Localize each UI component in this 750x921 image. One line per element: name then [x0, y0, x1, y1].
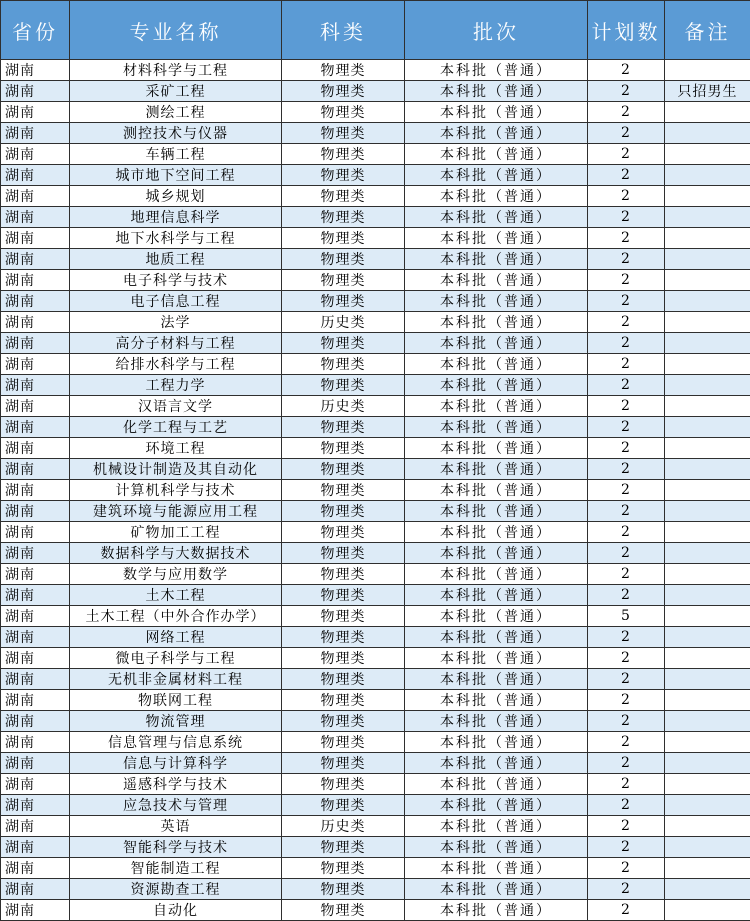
cell-batch: 本科批（普通） — [405, 858, 588, 879]
cell-batch: 本科批（普通） — [405, 417, 588, 438]
cell-plan-count: 2 — [588, 186, 665, 207]
table-row — [1, 396, 750, 417]
cell-remarks — [665, 585, 750, 606]
table-row — [1, 879, 750, 900]
table-row — [1, 753, 750, 774]
cell-province: 湖南 — [1, 627, 70, 648]
cell-batch: 本科批（普通） — [405, 354, 588, 375]
cell-province: 湖南 — [1, 165, 70, 186]
cell-major-name: 法学 — [70, 312, 282, 333]
cell-plan-count: 2 — [588, 753, 665, 774]
cell-remarks — [665, 123, 750, 144]
header-batch: 批次 — [405, 1, 588, 60]
cell-major-name: 环境工程 — [70, 438, 282, 459]
cell-remarks — [665, 543, 750, 564]
cell-plan-count: 2 — [588, 732, 665, 753]
cell-remarks — [665, 228, 750, 249]
table-row — [1, 690, 750, 711]
cell-remarks — [665, 207, 750, 228]
header-plan-count: 计划数 — [588, 1, 665, 60]
cell-plan-count: 2 — [588, 711, 665, 732]
table-row — [1, 837, 750, 858]
table-row — [1, 165, 750, 186]
cell-province: 湖南 — [1, 522, 70, 543]
cell-plan-count: 2 — [588, 837, 665, 858]
cell-plan-count: 2 — [588, 522, 665, 543]
cell-major-name: 采矿工程 — [70, 81, 282, 102]
cell-subject-category: 物理类 — [282, 417, 405, 438]
cell-batch: 本科批（普通） — [405, 207, 588, 228]
cell-province: 湖南 — [1, 606, 70, 627]
cell-plan-count: 2 — [588, 333, 665, 354]
cell-major-name: 工程力学 — [70, 375, 282, 396]
table-row — [1, 627, 750, 648]
cell-subject-category: 物理类 — [282, 606, 405, 627]
cell-subject-category: 物理类 — [282, 102, 405, 123]
table-row — [1, 732, 750, 753]
cell-remarks — [665, 690, 750, 711]
cell-major-name: 建筑环境与能源应用工程 — [70, 501, 282, 522]
cell-major-name: 测绘工程 — [70, 102, 282, 123]
cell-remarks — [665, 417, 750, 438]
cell-remarks — [665, 60, 750, 81]
table-row — [1, 333, 750, 354]
cell-batch: 本科批（普通） — [405, 669, 588, 690]
cell-plan-count: 2 — [588, 501, 665, 522]
table-row — [1, 144, 750, 165]
cell-major-name: 智能制造工程 — [70, 858, 282, 879]
cell-province: 湖南 — [1, 459, 70, 480]
table-row — [1, 102, 750, 123]
cell-remarks — [665, 375, 750, 396]
cell-remarks — [665, 774, 750, 795]
table-row — [1, 312, 750, 333]
cell-province: 湖南 — [1, 228, 70, 249]
cell-province: 湖南 — [1, 123, 70, 144]
cell-batch: 本科批（普通） — [405, 228, 588, 249]
cell-batch: 本科批（普通） — [405, 102, 588, 123]
cell-remarks — [665, 753, 750, 774]
table-row — [1, 669, 750, 690]
cell-province: 湖南 — [1, 669, 70, 690]
cell-plan-count: 2 — [588, 81, 665, 102]
cell-remarks — [665, 879, 750, 900]
cell-province: 湖南 — [1, 795, 70, 816]
table-row — [1, 564, 750, 585]
table-row — [1, 522, 750, 543]
cell-batch: 本科批（普通） — [405, 123, 588, 144]
cell-plan-count: 2 — [588, 795, 665, 816]
cell-plan-count: 2 — [588, 459, 665, 480]
cell-major-name: 车辆工程 — [70, 144, 282, 165]
cell-subject-category: 物理类 — [282, 375, 405, 396]
cell-subject-category: 物理类 — [282, 333, 405, 354]
table-row — [1, 438, 750, 459]
cell-batch: 本科批（普通） — [405, 690, 588, 711]
cell-province: 湖南 — [1, 480, 70, 501]
cell-major-name: 物流管理 — [70, 711, 282, 732]
cell-province: 湖南 — [1, 207, 70, 228]
cell-batch: 本科批（普通） — [405, 795, 588, 816]
cell-major-name: 数据科学与大数据技术 — [70, 543, 282, 564]
cell-major-name: 地质工程 — [70, 249, 282, 270]
cell-major-name: 给排水科学与工程 — [70, 354, 282, 375]
cell-province: 湖南 — [1, 816, 70, 837]
cell-plan-count: 2 — [588, 627, 665, 648]
cell-batch: 本科批（普通） — [405, 585, 588, 606]
cell-batch: 本科批（普通） — [405, 312, 588, 333]
table-row — [1, 249, 750, 270]
cell-major-name: 土木工程 — [70, 585, 282, 606]
cell-plan-count: 2 — [588, 165, 665, 186]
cell-plan-count: 2 — [588, 858, 665, 879]
cell-remarks — [665, 438, 750, 459]
header-row — [1, 1, 750, 60]
cell-remarks — [665, 186, 750, 207]
cell-subject-category: 物理类 — [282, 207, 405, 228]
cell-batch: 本科批（普通） — [405, 333, 588, 354]
cell-subject-category: 物理类 — [282, 648, 405, 669]
cell-major-name: 物联网工程 — [70, 690, 282, 711]
cell-remarks — [665, 837, 750, 858]
cell-province: 湖南 — [1, 417, 70, 438]
cell-province: 湖南 — [1, 564, 70, 585]
table-row — [1, 480, 750, 501]
cell-major-name: 地下水科学与工程 — [70, 228, 282, 249]
cell-major-name: 智能科学与技术 — [70, 837, 282, 858]
cell-batch: 本科批（普通） — [405, 81, 588, 102]
cell-remarks — [665, 795, 750, 816]
cell-province: 湖南 — [1, 585, 70, 606]
cell-remarks — [665, 816, 750, 837]
cell-remarks — [665, 900, 750, 921]
cell-remarks — [665, 522, 750, 543]
cell-major-name: 电子信息工程 — [70, 291, 282, 312]
cell-subject-category: 历史类 — [282, 816, 405, 837]
cell-remarks — [665, 606, 750, 627]
cell-subject-category: 物理类 — [282, 144, 405, 165]
cell-province: 湖南 — [1, 501, 70, 522]
cell-remarks — [665, 480, 750, 501]
table-row — [1, 207, 750, 228]
cell-batch: 本科批（普通） — [405, 165, 588, 186]
table-row — [1, 606, 750, 627]
header-subject-category: 科类 — [282, 1, 405, 60]
cell-province: 湖南 — [1, 900, 70, 921]
cell-plan-count: 2 — [588, 123, 665, 144]
cell-plan-count: 2 — [588, 375, 665, 396]
cell-province: 湖南 — [1, 144, 70, 165]
table-row — [1, 123, 750, 144]
cell-subject-category: 物理类 — [282, 459, 405, 480]
cell-plan-count: 2 — [588, 249, 665, 270]
cell-province: 湖南 — [1, 711, 70, 732]
cell-subject-category: 物理类 — [282, 753, 405, 774]
cell-major-name: 信息与计算科学 — [70, 753, 282, 774]
cell-batch: 本科批（普通） — [405, 186, 588, 207]
cell-plan-count: 2 — [588, 207, 665, 228]
cell-plan-count: 2 — [588, 564, 665, 585]
cell-subject-category: 物理类 — [282, 564, 405, 585]
cell-remarks — [665, 165, 750, 186]
cell-major-name: 测控技术与仪器 — [70, 123, 282, 144]
cell-remarks — [665, 711, 750, 732]
cell-batch: 本科批（普通） — [405, 606, 588, 627]
cell-subject-category: 物理类 — [282, 690, 405, 711]
cell-remarks — [665, 858, 750, 879]
cell-batch: 本科批（普通） — [405, 270, 588, 291]
table-row — [1, 543, 750, 564]
cell-major-name: 数学与应用数学 — [70, 564, 282, 585]
cell-subject-category: 物理类 — [282, 249, 405, 270]
cell-subject-category: 物理类 — [282, 585, 405, 606]
cell-subject-category: 物理类 — [282, 60, 405, 81]
cell-remarks — [665, 669, 750, 690]
cell-major-name: 城乡规划 — [70, 186, 282, 207]
cell-major-name: 遥感科学与技术 — [70, 774, 282, 795]
cell-subject-category: 物理类 — [282, 543, 405, 564]
cell-batch: 本科批（普通） — [405, 459, 588, 480]
cell-subject-category: 物理类 — [282, 291, 405, 312]
cell-batch: 本科批（普通） — [405, 648, 588, 669]
cell-remarks — [665, 501, 750, 522]
cell-plan-count: 2 — [588, 102, 665, 123]
cell-province: 湖南 — [1, 879, 70, 900]
header-province: 省份 — [1, 1, 70, 60]
cell-province: 湖南 — [1, 270, 70, 291]
table-row — [1, 417, 750, 438]
cell-remarks — [665, 270, 750, 291]
cell-remarks — [665, 312, 750, 333]
cell-major-name: 高分子材料与工程 — [70, 333, 282, 354]
table-row — [1, 60, 750, 81]
table-row — [1, 816, 750, 837]
cell-province: 湖南 — [1, 648, 70, 669]
cell-major-name: 土木工程（中外合作办学） — [70, 606, 282, 627]
cell-province: 湖南 — [1, 396, 70, 417]
cell-major-name: 信息管理与信息系统 — [70, 732, 282, 753]
cell-plan-count: 2 — [588, 690, 665, 711]
cell-batch: 本科批（普通） — [405, 60, 588, 81]
cell-province: 湖南 — [1, 438, 70, 459]
cell-batch: 本科批（普通） — [405, 732, 588, 753]
table-row — [1, 354, 750, 375]
table-row — [1, 795, 750, 816]
table-row — [1, 270, 750, 291]
cell-plan-count: 2 — [588, 879, 665, 900]
cell-subject-category: 物理类 — [282, 837, 405, 858]
cell-remarks — [665, 459, 750, 480]
cell-province: 湖南 — [1, 690, 70, 711]
table-body — [1, 60, 750, 921]
cell-batch: 本科批（普通） — [405, 627, 588, 648]
table-row — [1, 774, 750, 795]
cell-batch: 本科批（普通） — [405, 564, 588, 585]
table-row — [1, 459, 750, 480]
header-remarks: 备注 — [665, 1, 750, 60]
cell-province: 湖南 — [1, 102, 70, 123]
cell-plan-count: 2 — [588, 396, 665, 417]
cell-subject-category: 物理类 — [282, 480, 405, 501]
cell-batch: 本科批（普通） — [405, 711, 588, 732]
table-row — [1, 291, 750, 312]
cell-plan-count: 2 — [588, 417, 665, 438]
cell-plan-count: 2 — [588, 816, 665, 837]
table-row — [1, 375, 750, 396]
cell-batch: 本科批（普通） — [405, 816, 588, 837]
cell-subject-category: 物理类 — [282, 354, 405, 375]
cell-major-name: 计算机科学与技术 — [70, 480, 282, 501]
cell-remarks — [665, 291, 750, 312]
cell-province: 湖南 — [1, 354, 70, 375]
cell-remarks: 只招男生 — [665, 81, 750, 102]
table-row — [1, 711, 750, 732]
cell-plan-count: 2 — [588, 60, 665, 81]
cell-major-name: 微电子科学与工程 — [70, 648, 282, 669]
cell-batch: 本科批（普通） — [405, 543, 588, 564]
cell-plan-count: 2 — [588, 354, 665, 375]
cell-province: 湖南 — [1, 81, 70, 102]
cell-batch: 本科批（普通） — [405, 291, 588, 312]
cell-province: 湖南 — [1, 186, 70, 207]
cell-major-name: 化学工程与工艺 — [70, 417, 282, 438]
cell-subject-category: 物理类 — [282, 81, 405, 102]
cell-province: 湖南 — [1, 60, 70, 81]
table-row — [1, 228, 750, 249]
cell-subject-category: 物理类 — [282, 123, 405, 144]
cell-subject-category: 物理类 — [282, 711, 405, 732]
cell-major-name: 矿物加工工程 — [70, 522, 282, 543]
table-header — [1, 1, 750, 60]
table-row — [1, 81, 750, 102]
table-row — [1, 900, 750, 921]
cell-plan-count: 2 — [588, 270, 665, 291]
cell-province: 湖南 — [1, 375, 70, 396]
cell-plan-count: 2 — [588, 774, 665, 795]
cell-remarks — [665, 732, 750, 753]
cell-remarks — [665, 354, 750, 375]
cell-remarks — [665, 564, 750, 585]
cell-subject-category: 物理类 — [282, 270, 405, 291]
cell-province: 湖南 — [1, 291, 70, 312]
cell-province: 湖南 — [1, 543, 70, 564]
cell-province: 湖南 — [1, 858, 70, 879]
cell-remarks — [665, 102, 750, 123]
cell-plan-count: 2 — [588, 291, 665, 312]
cell-major-name: 汉语言文学 — [70, 396, 282, 417]
cell-major-name: 网络工程 — [70, 627, 282, 648]
cell-province: 湖南 — [1, 753, 70, 774]
cell-major-name: 电子科学与技术 — [70, 270, 282, 291]
cell-remarks — [665, 249, 750, 270]
cell-subject-category: 物理类 — [282, 858, 405, 879]
cell-plan-count: 2 — [588, 900, 665, 921]
cell-remarks — [665, 627, 750, 648]
cell-plan-count: 2 — [588, 669, 665, 690]
cell-subject-category: 物理类 — [282, 438, 405, 459]
table-row — [1, 501, 750, 522]
cell-batch: 本科批（普通） — [405, 396, 588, 417]
cell-plan-count: 2 — [588, 480, 665, 501]
header-major-name: 专业名称 — [70, 1, 282, 60]
cell-major-name: 材料科学与工程 — [70, 60, 282, 81]
cell-batch: 本科批（普通） — [405, 438, 588, 459]
cell-major-name: 无机非金属材料工程 — [70, 669, 282, 690]
cell-subject-category: 物理类 — [282, 165, 405, 186]
cell-remarks — [665, 396, 750, 417]
cell-batch: 本科批（普通） — [405, 375, 588, 396]
table-row — [1, 585, 750, 606]
table-row — [1, 186, 750, 207]
cell-plan-count: 2 — [588, 648, 665, 669]
cell-major-name: 自动化 — [70, 900, 282, 921]
cell-subject-category: 物理类 — [282, 774, 405, 795]
cell-remarks — [665, 648, 750, 669]
cell-subject-category: 物理类 — [282, 900, 405, 921]
cell-plan-count: 2 — [588, 228, 665, 249]
table-row — [1, 648, 750, 669]
cell-batch: 本科批（普通） — [405, 837, 588, 858]
cell-province: 湖南 — [1, 249, 70, 270]
cell-subject-category: 物理类 — [282, 228, 405, 249]
cell-province: 湖南 — [1, 774, 70, 795]
cell-province: 湖南 — [1, 312, 70, 333]
cell-plan-count: 2 — [588, 438, 665, 459]
cell-remarks — [665, 144, 750, 165]
cell-subject-category: 物理类 — [282, 879, 405, 900]
cell-major-name: 城市地下空间工程 — [70, 165, 282, 186]
table-row — [1, 858, 750, 879]
cell-batch: 本科批（普通） — [405, 879, 588, 900]
cell-subject-category: 物理类 — [282, 669, 405, 690]
cell-subject-category: 物理类 — [282, 627, 405, 648]
cell-province: 湖南 — [1, 333, 70, 354]
cell-province: 湖南 — [1, 837, 70, 858]
cell-batch: 本科批（普通） — [405, 144, 588, 165]
cell-major-name: 英语 — [70, 816, 282, 837]
cell-subject-category: 历史类 — [282, 396, 405, 417]
cell-batch: 本科批（普通） — [405, 522, 588, 543]
cell-plan-count: 5 — [588, 606, 665, 627]
cell-batch: 本科批（普通） — [405, 501, 588, 522]
cell-subject-category: 物理类 — [282, 186, 405, 207]
cell-batch: 本科批（普通） — [405, 753, 588, 774]
cell-major-name: 资源勘查工程 — [70, 879, 282, 900]
cell-major-name: 机械设计制造及其自动化 — [70, 459, 282, 480]
cell-plan-count: 2 — [588, 312, 665, 333]
cell-subject-category: 物理类 — [282, 732, 405, 753]
cell-plan-count: 2 — [588, 543, 665, 564]
cell-subject-category: 物理类 — [282, 795, 405, 816]
cell-subject-category: 历史类 — [282, 312, 405, 333]
cell-major-name: 应急技术与管理 — [70, 795, 282, 816]
cell-province: 湖南 — [1, 732, 70, 753]
cell-batch: 本科批（普通） — [405, 249, 588, 270]
cell-batch: 本科批（普通） — [405, 774, 588, 795]
cell-subject-category: 物理类 — [282, 501, 405, 522]
cell-plan-count: 2 — [588, 585, 665, 606]
cell-plan-count: 2 — [588, 144, 665, 165]
cell-remarks — [665, 333, 750, 354]
cell-batch: 本科批（普通） — [405, 480, 588, 501]
cell-batch: 本科批（普通） — [405, 900, 588, 921]
cell-major-name: 地理信息科学 — [70, 207, 282, 228]
cell-subject-category: 物理类 — [282, 522, 405, 543]
